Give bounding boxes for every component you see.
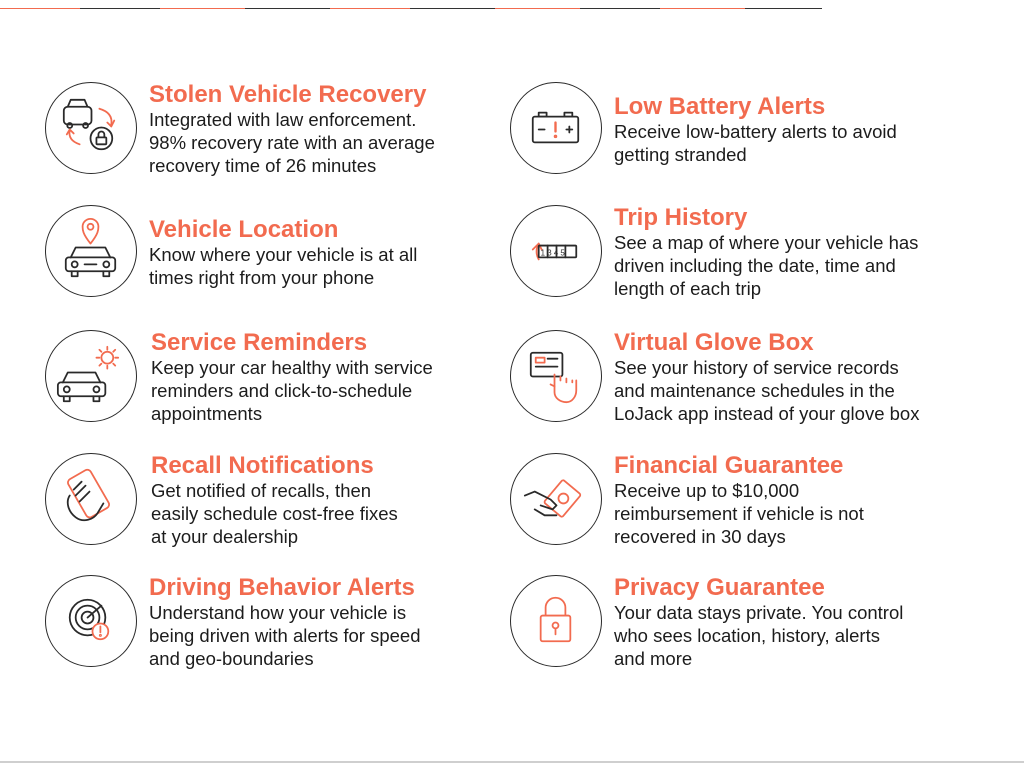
svg-text:1 3 4 5: 1 3 4 5	[540, 248, 565, 258]
top-divider	[0, 8, 822, 9]
feature-description: See a map of where your vehicle has driven including the date, time and length of each trip	[614, 232, 919, 299]
feature-title: Financial Guarantee	[614, 452, 844, 479]
touch-card-icon	[510, 330, 602, 422]
car-gear-icon	[45, 330, 137, 422]
odometer-icon	[510, 205, 602, 297]
feature-description: Get notified of recalls, then easily schedule cost-free fixes at your dealership	[151, 480, 398, 547]
feature-title: Recall Notifications	[151, 452, 374, 479]
feature-description: Keep your car healthy with service reminders and click-to-schedule appointments	[151, 357, 433, 424]
padlock-icon	[510, 575, 602, 667]
phone-hand-icon	[45, 453, 137, 545]
bottom-divider	[0, 761, 1024, 763]
feature-title: Vehicle Location	[149, 216, 339, 243]
feature-description: Know where your vehicle is at all times right from your phone	[149, 244, 418, 288]
feature-description: Integrated with law enforcement. 98% recovery rate with an average recovery time of 26 minutes	[149, 109, 435, 176]
feature-title: Trip History	[614, 204, 748, 231]
radar-alert-icon	[45, 575, 137, 667]
feature-title: Low Battery Alerts	[614, 93, 826, 120]
feature-description: Understand how your vehicle is being driven with alerts for speed and geo-boundaries	[149, 602, 421, 669]
feature-description: See your history of service records and maintenance schedules in the LoJack app instead of your glove box	[614, 357, 920, 424]
feature-title: Stolen Vehicle Recovery	[149, 81, 427, 108]
feature-description: Receive low-battery alerts to avoid getting stranded	[614, 121, 897, 165]
feature-title: Virtual Glove Box	[614, 329, 814, 356]
feature-title: Privacy Guarantee	[614, 574, 825, 601]
feature-title: Service Reminders	[151, 329, 368, 356]
car-location-icon	[45, 205, 137, 297]
money-hand-icon	[510, 453, 602, 545]
battery-icon	[510, 82, 602, 174]
feature-description: Your data stays private. You control who sees location, history, alerts and more	[614, 602, 904, 669]
feature-description: Receive up to $10,000 reimbursement if vehicle is not recovered in 30 days	[614, 480, 864, 547]
car-lock-icon	[45, 82, 137, 174]
feature-title: Driving Behavior Alerts	[149, 574, 415, 601]
